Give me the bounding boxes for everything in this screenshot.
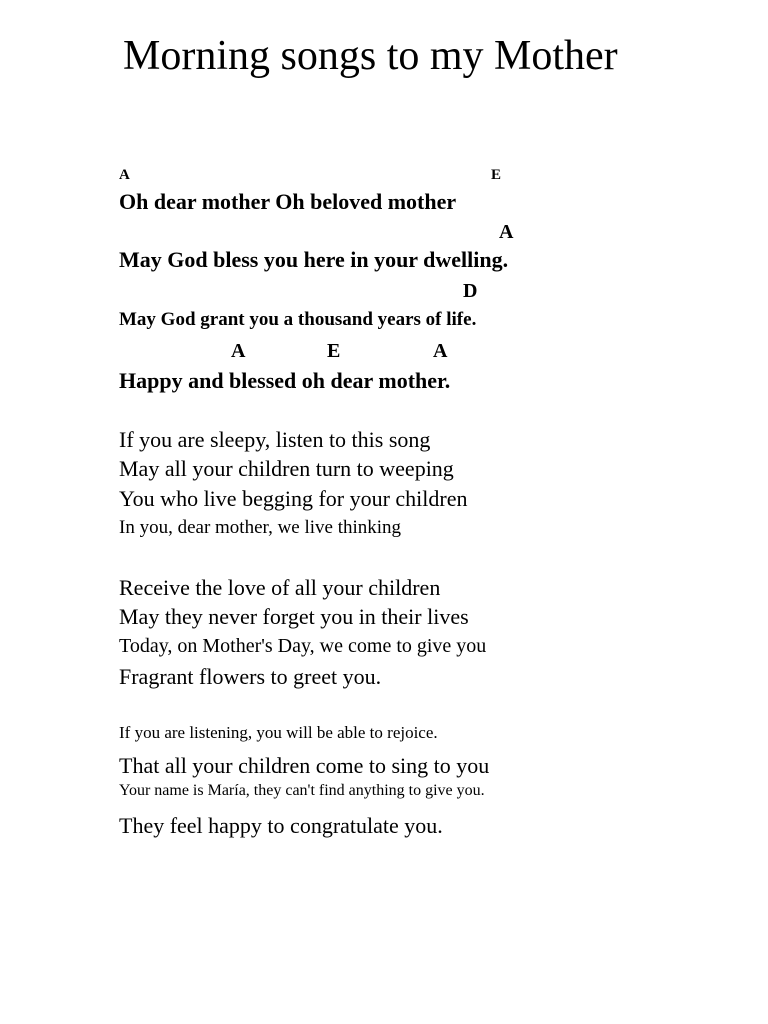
verse-line: Fragrant flowers to greet you. (119, 664, 382, 689)
verse-line: Receive the love of all your children (119, 575, 441, 600)
verse-line: If you are sleepy, listen to this song (119, 427, 431, 452)
chord-e: E (327, 340, 341, 362)
chorus-line-3: May God grant you a thousand years of life. (119, 309, 477, 330)
chord-a: A (433, 340, 448, 362)
verse-line: They feel happy to congratulate you. (119, 813, 443, 838)
verse-line: May they never forget you in their lives (119, 604, 469, 629)
verse-line: That all your children come to sing to you (119, 753, 490, 778)
verse-line: Your name is María, they can't find anything to give you. (119, 782, 485, 799)
verse-line: Today, on Mother's Day, we come to give you (119, 635, 487, 657)
chord-a: A (499, 221, 514, 243)
chord-a: A (231, 340, 246, 362)
chorus-line-4: Happy and blessed oh dear mother. (119, 368, 451, 393)
chord-a: A (119, 167, 130, 183)
verse-line: May all your children turn to weeping (119, 456, 454, 481)
verse-line: You who live begging for your children (119, 486, 468, 511)
page-title: Morning songs to my Mother (123, 33, 618, 79)
chorus-line-1: Oh dear mother Oh beloved mother (119, 189, 457, 214)
verse-line: If you are listening, you will be able to rejoice. (119, 723, 438, 742)
chord-d: D (463, 280, 478, 302)
chord-e: E (491, 167, 502, 183)
verse-line: In you, dear mother, we live thinking (119, 517, 402, 538)
chorus-line-2: May God bless you here in your dwelling. (119, 247, 509, 272)
